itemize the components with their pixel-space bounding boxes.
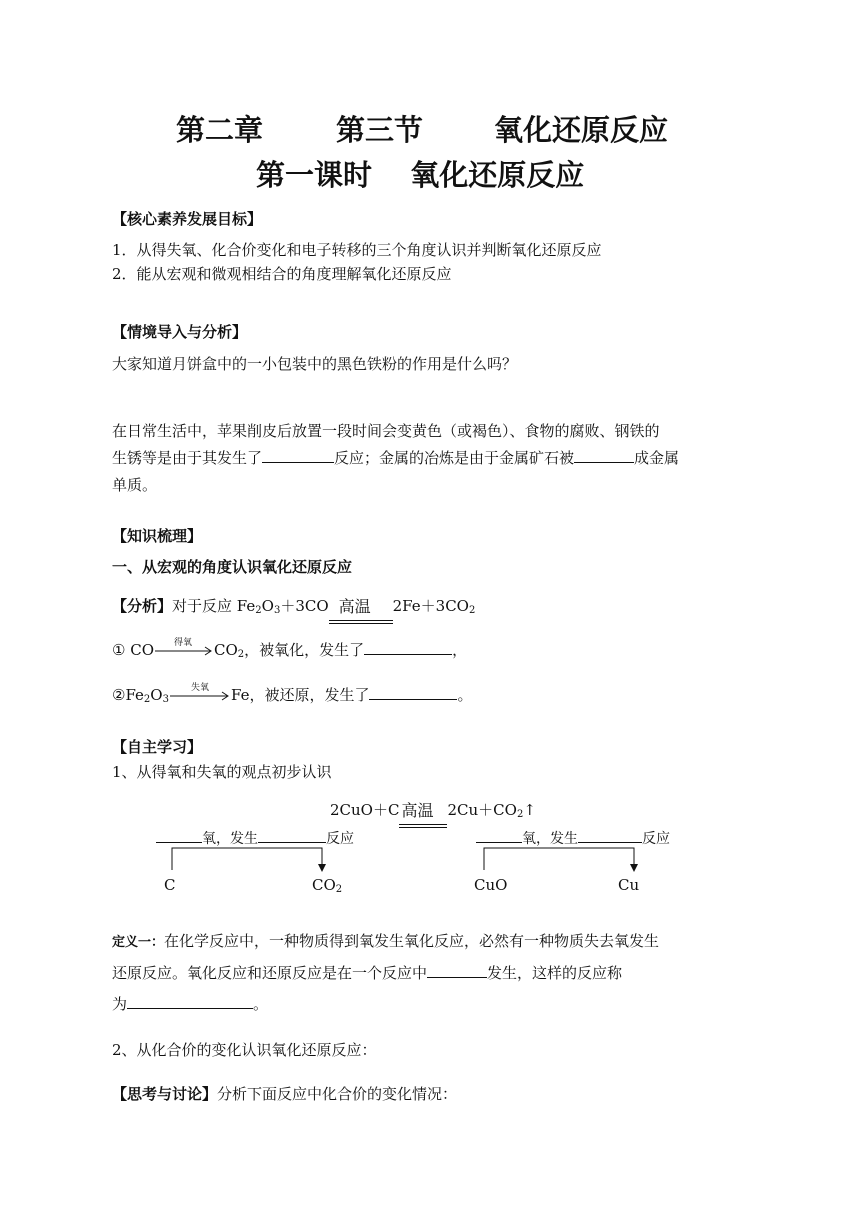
eq-double-line (399, 824, 447, 828)
intro-question: 大家知道月饼盒中的一小包装中的黑色铁粉的作用是什么吗？ (112, 355, 518, 373)
blank-left-a[interactable] (156, 828, 202, 843)
intro-line-b3: 成金属 (634, 449, 680, 467)
intro-line-a: 在日常生活中，苹果削皮后放置一段时间会变黄色（或褐色）、食物的腐败、钢铁的 (112, 422, 660, 440)
right-bracket-arrow (472, 846, 652, 874)
intro-heading: 【情境导入与分析】 (112, 323, 248, 341)
blank-right-a[interactable] (476, 828, 522, 843)
intro-paragraph (112, 418, 752, 499)
blank-left-b[interactable] (258, 828, 326, 843)
analysis-label: 【分析】 (112, 597, 173, 615)
blank-oxidation[interactable] (262, 448, 334, 463)
definition-line-c: 为 。 (112, 995, 269, 1013)
intro-line-b (112, 445, 752, 472)
goal-item-1: 1．从得失氧、化合价变化和电子转移的三个角度认识并判断氧化还原反应 (112, 241, 602, 259)
knowledge-subheading: 一、从宏观的角度认识氧化还原反应 (112, 558, 353, 576)
analysis-text: 对于反应 $Fe_2O_3+3CO$ 高温 $2Fe+3CO_2$ (172, 597, 475, 615)
label-co2: $CO_2$ (312, 876, 343, 895)
blank-line1[interactable] (364, 640, 452, 655)
definition-line-a: 定义一：在化学反应中，一种物质得到氧发生氧化反应，必然有一种物质失去氧发生 (112, 932, 660, 950)
blank-line2[interactable] (369, 685, 457, 700)
intro-line-b1: 生锈等是由于其发生了 (112, 449, 263, 467)
definition-line-b: 还原反应。氧化反应和还原反应是在一个反应中 发生，这样的反应称 (112, 964, 623, 982)
analysis-line (112, 594, 475, 623)
chapter-label: 第二章 (176, 113, 264, 147)
discuss-label: 【思考与讨论】 (112, 1085, 218, 1103)
self-study-heading: 【自主学习】 (112, 738, 203, 756)
discuss-line (112, 1082, 457, 1106)
lesson-label: 第一课时 (256, 158, 373, 192)
eq-high-temp: 高温 (401, 801, 434, 820)
intro-line-c: 单质。 (112, 476, 158, 494)
right-bracket-label: 氧，发生 反应 (476, 828, 670, 848)
double-line-sign (329, 620, 393, 624)
lesson-topic: 氧化还原反应 (410, 158, 585, 192)
definition-paragraph (112, 926, 752, 1020)
blank-reaction-name[interactable] (127, 994, 253, 1009)
blank-reduced[interactable] (574, 448, 634, 463)
goal-item-2: 2．能从宏观和微观相结合的角度理解氧化还原反应 (112, 265, 452, 283)
goals-heading: 【核心素养发展目标】 (112, 210, 263, 228)
definition-label: 定义一： (112, 935, 165, 950)
valence-item-2: 2、从化合价的变化认识氧化还原反应： (112, 1041, 377, 1059)
left-bracket-label: 氧，发生 反应 (156, 828, 354, 848)
line-co: ① CO 得氧 $CO_2$，被氧化，发生了 ， (112, 638, 468, 660)
label-cuo: CuO (474, 876, 508, 894)
right-arrow-icon (154, 644, 214, 658)
self-study-item-1: 1、从得氧和失氧的观点初步认识 (112, 763, 332, 781)
line-fe2o3: $②Fe_2O_3$ 失氧 Fe，被还原，发生了 。 (112, 683, 473, 705)
arrow-lose-oxygen: 失氧 (169, 686, 231, 700)
lesson-title (256, 153, 584, 194)
label-cu: Cu (618, 876, 640, 894)
knowledge-heading: 【知识梳理】 (112, 527, 203, 545)
left-bracket-arrow (160, 846, 340, 874)
chapter-title (176, 108, 263, 149)
arrow-gain-oxygen: 得氧 (154, 641, 214, 655)
label-c: C (164, 876, 176, 894)
topic-title (494, 108, 668, 149)
discuss-text: 分析下面反应中化合价的变化情况： (217, 1085, 458, 1103)
blank-simultaneous[interactable] (427, 963, 487, 978)
section-label: 第三节 (336, 113, 424, 147)
blank-right-b[interactable] (578, 828, 642, 843)
intro-line-b2: 反应；金属的冶炼是由于金属矿石被 (334, 449, 575, 467)
high-temp-condition: 高温 (338, 597, 371, 616)
topic-label: 氧化还原反应 (494, 113, 669, 147)
section-title (336, 108, 423, 149)
cuo-equation: 2CuO＋C 高温 $2Cu+CO_2↑$ (330, 798, 536, 827)
right-arrow-icon (169, 689, 231, 703)
